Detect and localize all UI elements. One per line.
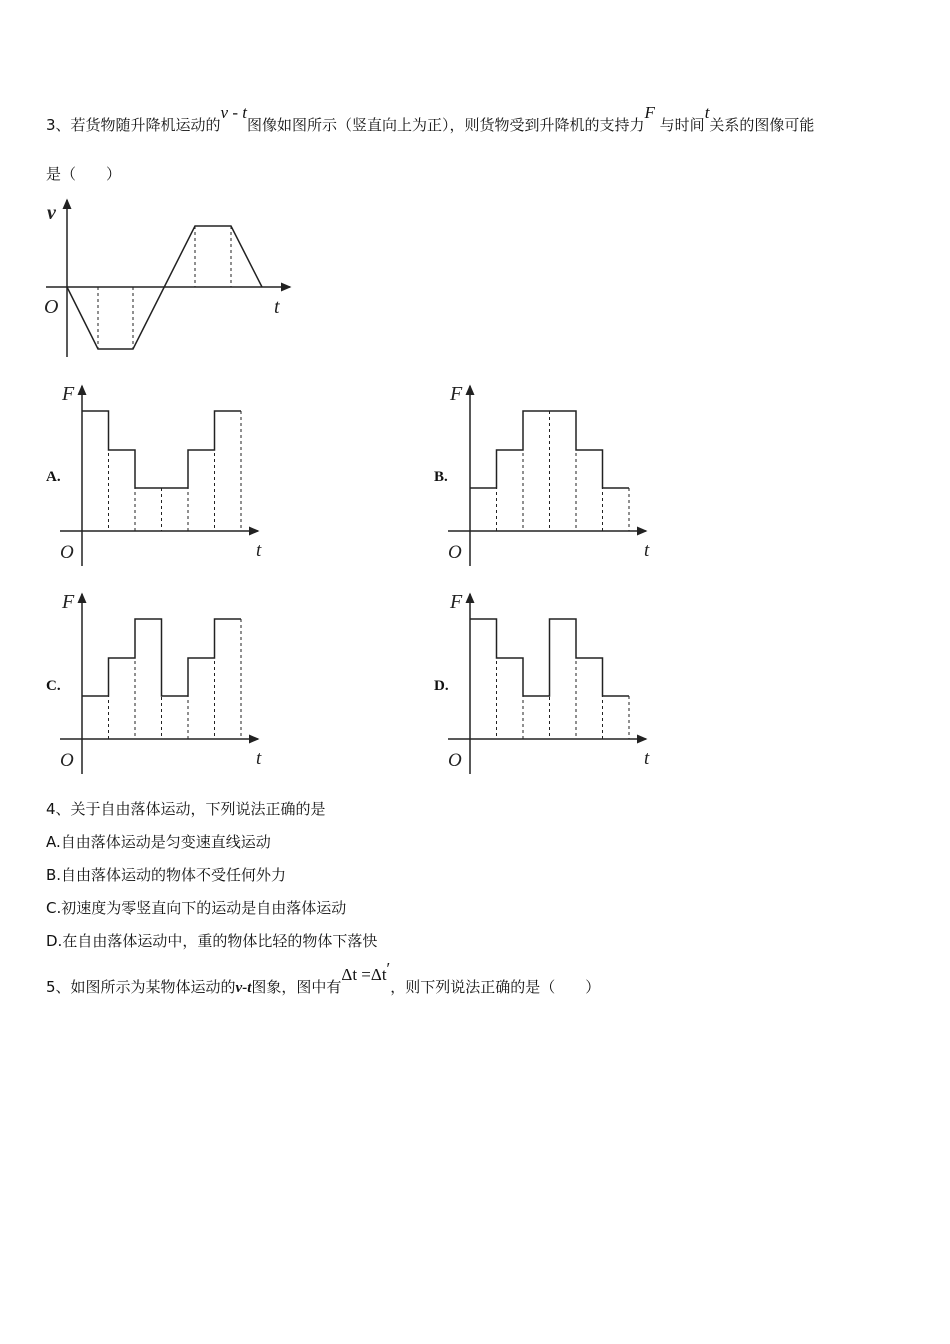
y-axis-label: F — [450, 383, 463, 405]
option-a-label: A. — [46, 469, 61, 485]
q5-stem: 5、如图所示为某物体运动的v-t图象，图中有Δt =Δt′，则下列说法正确的是（ ） — [46, 959, 601, 996]
option-b-label: B. — [434, 469, 448, 485]
x-axis-label: t — [256, 748, 262, 769]
vt-ylabel: v — [47, 202, 56, 224]
y-axis-label: F — [450, 591, 463, 613]
vt-origin: O — [44, 296, 59, 318]
vt-graph — [40, 195, 300, 365]
option-c-label: C. — [46, 678, 61, 694]
vt-xlabel: t — [274, 296, 280, 318]
q5-equation: Δt =Δt′ — [341, 959, 391, 984]
origin-label: O — [60, 542, 74, 563]
q4-option-b: B.自由落体运动的物体不受任何外力 — [46, 866, 287, 884]
origin-label: O — [60, 750, 74, 771]
option-d-graph — [446, 586, 666, 781]
q3-stem-line2: 是（ ） — [46, 165, 122, 183]
step-line — [82, 411, 241, 488]
x-axis-label: t — [644, 748, 650, 769]
y-axis-label: F — [62, 383, 75, 405]
q4-option-a: A.自由落体运动是匀变速直线运动 — [46, 833, 271, 851]
option-c-graph — [58, 586, 278, 781]
origin-label: O — [448, 542, 462, 563]
x-axis-label: t — [644, 540, 650, 561]
q4-option-c: C.初速度为零竖直向下的运动是自由落体运动 — [46, 899, 347, 917]
q3-stem: 3、若货物随升降机运动的v - t图像如图所示（竖直向上为正），则货物受到升降机的支持力F 与时间t关系的图像可能 — [46, 103, 815, 134]
q4-stem: 4、关于自由落体运动，下列说法正确的是 — [46, 800, 326, 818]
option-a-graph — [58, 378, 278, 573]
option-d-label: D. — [434, 678, 449, 694]
q4-option-d: D.在自由落体运动中，重的物体比轻的物体下落快 — [46, 932, 378, 950]
option-b-graph — [446, 378, 666, 573]
origin-label: O — [448, 750, 462, 771]
x-axis-label: t — [256, 540, 262, 561]
q3-vt: v - t — [220, 103, 247, 122]
y-axis-label: F — [62, 591, 75, 613]
q5-vt: v-t — [235, 980, 252, 996]
